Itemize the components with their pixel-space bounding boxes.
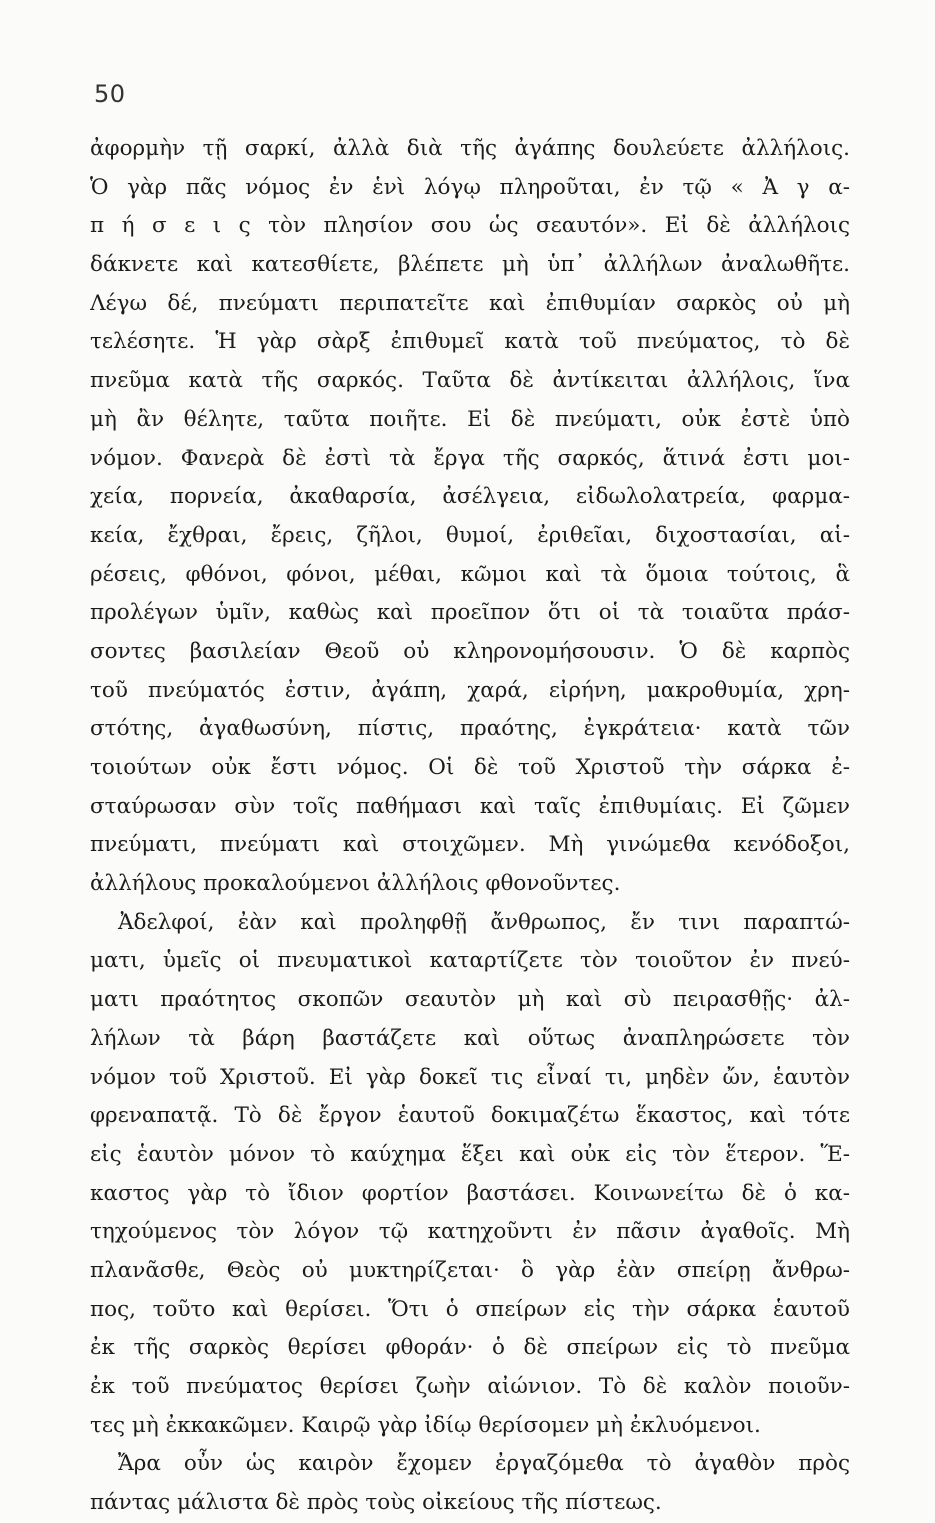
text-line: σοντες βασιλείαν Θεοῦ οὐ κληρονομήσουσιν. Ὁ δὲ καρπὸς xyxy=(90,638,850,664)
text-line: Ὁ γὰρ πᾶς νόμος ἐν ἑνὶ λόγῳ πληροῦται, ἐν τῷ « Ἀ γ α- xyxy=(90,174,850,200)
text-line: πλανᾶσθε, Θεὸς οὐ μυκτηρίζεται· ὃ γὰρ ἐὰν σπείρῃ ἄνθρω- xyxy=(90,1257,850,1283)
text-line: σταύρωσαν σὺν τοῖς παθήμασι καὶ ταῖς ἐπιθυμίαις. Εἰ ζῶμεν xyxy=(90,793,850,819)
text-line: μὴ ἂν θέλητε, ταῦτα ποιῆτε. Εἰ δὲ πνεύματι, οὐκ ἐστὲ ὑπὸ xyxy=(90,406,850,432)
text-line: πνεύματι, πνεύματι καὶ στοιχῶμεν. Μὴ γινώμεθα κενόδοξοι, xyxy=(90,832,850,858)
text-line: τοῦ πνεύματός ἐστιν, ἀγάπη, χαρά, εἰρήνη, μακροθυμία, χρη- xyxy=(90,677,850,703)
text-line: π ή σ ε ι ς τὸν πλησίον σου ὡς σεαυτόν». Εἰ δὲ ἀλλήλοις xyxy=(90,213,850,239)
text-line: τελέσητε. Ἡ γὰρ σὰρξ ἐπιθυμεῖ κατὰ τοῦ πνεύματος, τὸ δὲ xyxy=(90,329,850,355)
text-line: ἐκ τῆς σαρκὸς θερίσει φθοράν· ὁ δὲ σπείρων εἰς τὸ πνεῦμα xyxy=(90,1335,850,1361)
text-line: φρεναπατᾷ. Τὸ δὲ ἔργον ἑαυτοῦ δοκιμαζέτω ἕκαστος, καὶ τότε xyxy=(90,1103,850,1129)
page-number: 50 xyxy=(94,80,126,108)
text-line: λήλων τὰ βάρη βαστάζετε καὶ οὕτως ἀναπληρώσετε τὸν xyxy=(90,1025,850,1051)
text-line: ἐκ τοῦ πνεύματος θερίσει ζωὴν αἰώνιον. Τὸ δὲ καλὸν ποιοῦν- xyxy=(90,1374,850,1399)
text-line: ματι πραότητος σκοπῶν σεαυτὸν μὴ καὶ σὺ πειρασθῇς· ἀλ- xyxy=(90,987,850,1013)
paragraph-end-line: ἀλλήλους προκαλούμενοι ἀλλήλοις φθονοῦντες. xyxy=(90,871,621,897)
paragraph-start-line: Ἄρα οὖν ὡς καιρὸν ἔχομεν ἐργαζόμεθα τὸ ἀγαθὸν πρὸς xyxy=(118,1451,850,1477)
paragraph-end-line: πάντας μάλιστα δὲ πρὸς τοὺς οἰκείους τῆς πίστεως. xyxy=(90,1490,662,1516)
text-line: εἰς ἑαυτὸν μόνον τὸ καύχημα ἕξει καὶ οὐκ εἰς τὸν ἕτερον. Ἕ- xyxy=(90,1141,850,1167)
text-line: νόμον τοῦ Χριστοῦ. Εἰ γὰρ δοκεῖ τις εἶναί τι, μηδὲν ὤν, ἑαυτὸν xyxy=(90,1064,850,1090)
text-line: ἀφορμὴν τῇ σαρκί, ἀλλὰ διὰ τῆς ἀγάπης δουλεύετε ἀλλήλοις. xyxy=(90,136,850,161)
text-line: τηχούμενος τὸν λόγον τῷ κατηχοῦντι ἐν πᾶσιν ἀγαθοῖς. Μὴ xyxy=(90,1219,850,1245)
text-line: Λέγω δέ, πνεύματι περιπατεῖτε καὶ ἐπιθυμίαν σαρκὸς οὐ μὴ xyxy=(90,290,850,316)
text-line: τοιούτων οὐκ ἔστι νόμος. Οἱ δὲ τοῦ Χριστοῦ τὴν σάρκα ἐ- xyxy=(90,755,850,780)
text-line: δάκνετε καὶ κατεσθίετε, βλέπετε μὴ ὑπ᾽ ἀλλήλων ἀναλωθῆτε. xyxy=(90,252,850,278)
text-line: νόμον. Φανερὰ δὲ ἐστὶ τὰ ἔργα τῆς σαρκός, ἅτινά ἐστι μοι- xyxy=(90,445,850,471)
paragraph-end-line: τες μὴ ἐκκακῶμεν. Καιρῷ γὰρ ἰδίῳ θερίσομεν μὴ ἐκλυόμενοι. xyxy=(90,1412,761,1438)
text-line: ρέσεις, φθόνοι, φόνοι, μέθαι, κῶμοι καὶ τὰ ὅμοια τούτοις, ἃ xyxy=(90,561,850,587)
text-line: προλέγων ὑμῖν, καθὼς καὶ προεῖπον ὅτι οἱ τὰ τοιαῦτα πράσ- xyxy=(90,600,850,626)
text-line: ματι, ὑμεῖς οἱ πνευματικοὶ καταρτίζετε τὸν τοιοῦτον ἐν πνεύ- xyxy=(90,948,850,974)
text-line: καστος γὰρ τὸ ἴδιον φορτίον βαστάσει. Κοινωνείτω δὲ ὁ κα- xyxy=(90,1180,850,1206)
text-line: στότης, ἀγαθωσύνη, πίστις, πραότης, ἐγκράτεια· κατὰ τῶν xyxy=(90,716,850,742)
body-text xyxy=(90,130,850,1523)
text-line: κεία, ἔχθραι, ἔρεις, ζῆλοι, θυμοί, ἐριθεῖαι, διχοστασίαι, αἱ- xyxy=(90,522,850,548)
text-line: χεία, πορνεία, ἀκαθαρσία, ἀσέλγεια, εἰδωλολατρεία, φαρμα- xyxy=(90,484,850,510)
text-line: πνεῦμα κατὰ τῆς σαρκός. Ταῦτα δὲ ἀντίκειται ἀλλήλοις, ἵνα xyxy=(90,368,850,394)
text-line: πος, τοῦτο καὶ θερίσει. Ὅτι ὁ σπείρων εἰς τὴν σάρκα ἑαυτοῦ xyxy=(90,1296,850,1322)
paragraph-start-line: Ἀδελφοί, ἐὰν καὶ προληφθῇ ἄνθρωπος, ἔν τινι παραπτώ- xyxy=(118,909,850,935)
